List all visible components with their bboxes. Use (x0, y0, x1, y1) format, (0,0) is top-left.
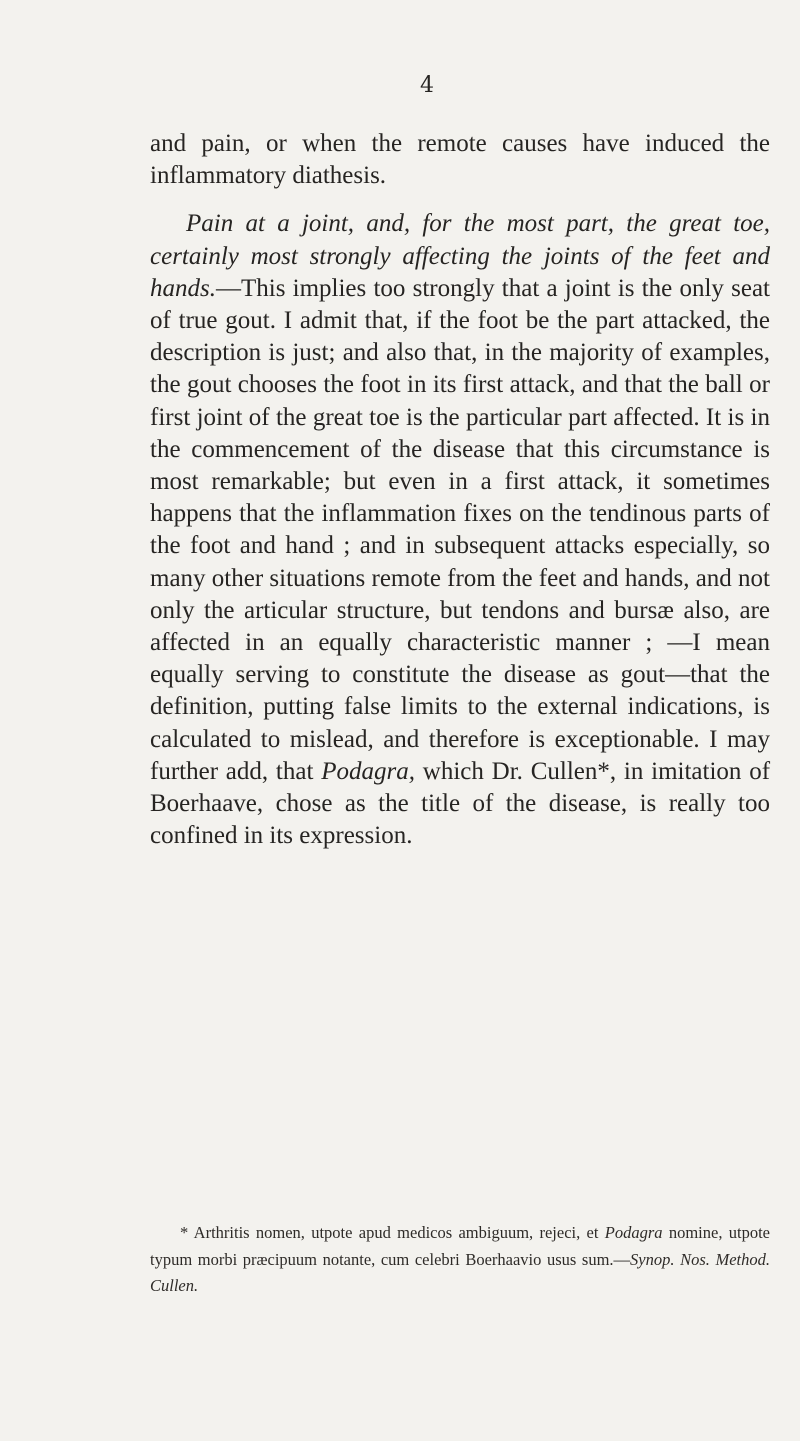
footnote-marker: * (180, 1223, 189, 1242)
commentary-text: This implies too strongly that a joint is the only seat of true gout. I admit that, if the foot be the part attacked, the description is just; and also that, in the majority of examples, the gout chooses the foot in its first attack, and that the ball or first joint of the great toe is the particular part affected. It is in the commencement of the disease that this circumstance is most remarkable; but even in a first attack, it sometimes happens that the inflammation fixes on the tendinous parts of the foot and hand ; and in subsequent attacks especially, so many other situations remote from the feet and hands, and not only the articular structure, but tendons and bursæ also, are affected in an equally characteristic manner ; —I mean equally serving to constitute the disease as gout—that the definition, putting false limits to the external indications, is calculated to mislead, and therefore is exceptionable. I may further add, that (150, 274, 770, 785)
commentary-text-end: which Dr. Cullen*, in imitation of Boerhaave, chose as the title of the disease, is really too confined in its expression. (150, 757, 771, 850)
footnote-text: Arthritis nomen, utpote apud medicos ambiguum, rejeci, et (193, 1223, 599, 1242)
footnote-citation: Synop. Nos. Method. Cullen. (150, 1249, 770, 1295)
footnote-podagra: Podagra (604, 1223, 663, 1242)
opening-paragraph: and pain, or when the remote causes have induced the inflammatory diathesis. (150, 130, 770, 190)
page-number: 4 (420, 73, 434, 98)
podagra-term: Podagra, (321, 757, 415, 785)
footnote (150, 1220, 770, 1300)
footnote-text-continued: nomine, utpote typum morbi præcipuum notante, cum celebri Boerhaavio usus sum.— (150, 1223, 770, 1269)
definition-quote: Pain at a joint, and, for the most part, the great toe, certainly most strongly affecting the joints of the feet and hands. (150, 210, 770, 302)
em-dash: — (215, 274, 241, 302)
definition-paragraph (150, 208, 770, 852)
body-text (150, 128, 770, 852)
